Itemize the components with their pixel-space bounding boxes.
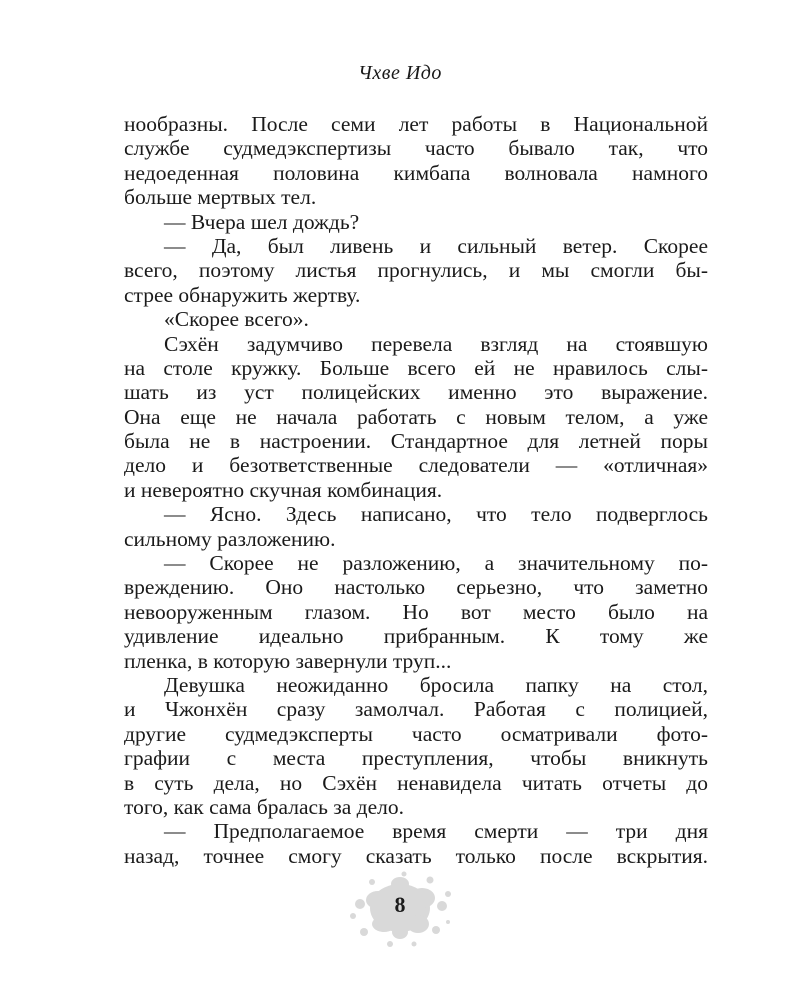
text-line: — Вчера шел дождь? bbox=[164, 209, 360, 234]
text-line: вреждению. Оно настолько серьезно, что заметно bbox=[124, 575, 708, 600]
text-line: — Да, был ливень и сильный ветер. Скорее bbox=[164, 233, 708, 258]
text-line: Она еще не начала работать с новым телом, а уже bbox=[124, 404, 708, 429]
text-line: больше мертвых тел. bbox=[124, 185, 317, 210]
text-line: и невероятно скучная комбинация. bbox=[124, 477, 443, 502]
text-line: на столе кружку. Больше всего ей не нравилось слы- bbox=[124, 355, 708, 380]
text-line: — Предполагаемое время смерти — три дня bbox=[164, 819, 708, 844]
text-line: Сэхён задумчиво перевела взгляд на стоявшую bbox=[164, 331, 708, 356]
text-line: «Скорее всего». bbox=[164, 307, 309, 332]
text-line: стрее обнаружить жертву. bbox=[124, 282, 361, 307]
text-line: — Скорее не разложению, а значительному по- bbox=[164, 551, 708, 576]
text-line: того, как сама бралась за дело. bbox=[124, 794, 405, 819]
text-line: и Чжонхён сразу замолчал. Работая с полицией, bbox=[124, 697, 708, 722]
text-line: сильному разложению. bbox=[124, 526, 336, 551]
page-number-badge bbox=[344, 870, 456, 950]
text-line: нообразны. После семи лет работы в Национальной bbox=[124, 112, 708, 136]
running-head: Чхве Идо bbox=[358, 62, 442, 84]
text-line: службе судмедэкспертизы часто бывало так, что bbox=[124, 136, 708, 161]
text-line: в суть дела, но Сэхён ненавидела читать отчеты до bbox=[124, 770, 708, 795]
text-line: шать из уст полицейских именно это выражение. bbox=[124, 380, 708, 405]
text-line: недоеденная половина кимбапа волновала намного bbox=[124, 160, 708, 185]
text-line: была не в настроении. Стандартное для летней поры bbox=[124, 429, 708, 454]
page-number: 8 bbox=[394, 892, 406, 917]
text-line: всего, поэтому листья прогнулись, и мы смогли бы- bbox=[124, 258, 708, 283]
body-text bbox=[124, 112, 708, 868]
text-line: дело и безответственные следователи — «отличная» bbox=[124, 453, 708, 478]
text-line: удивление идеально прибранным. К тому же bbox=[124, 624, 708, 649]
text-line: невооруженным глазом. Но вот место было на bbox=[124, 599, 708, 624]
text-line: — Ясно. Здесь написано, что тело подверглось bbox=[164, 502, 708, 527]
text-line: графии с места преступления, чтобы вникнуть bbox=[124, 746, 708, 771]
text-line: назад, точнее смогу сказать только после вскрытия. bbox=[124, 843, 708, 868]
text-line: другие судмедэксперты часто осматривали фото- bbox=[124, 721, 708, 746]
text-line: Девушка неожиданно бросила папку на стол, bbox=[164, 672, 708, 697]
text-line: пленка, в которую завернули труп... bbox=[124, 648, 452, 673]
